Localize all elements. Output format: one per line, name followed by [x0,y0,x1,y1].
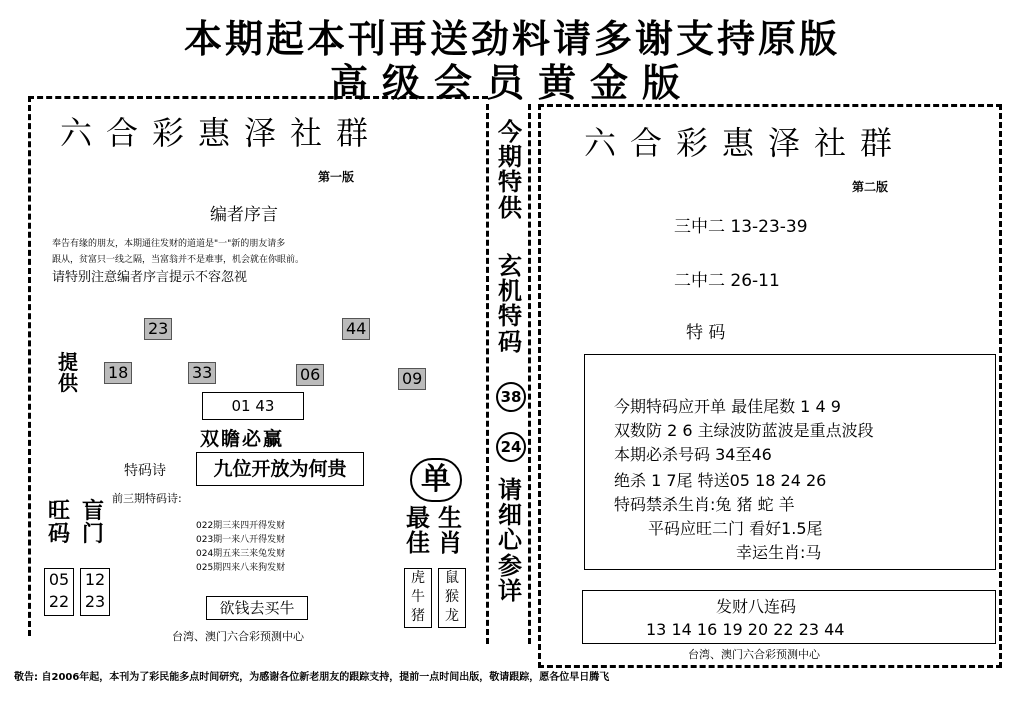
mang-nums [80,568,110,616]
left-group-name: 六合彩惠泽社群 [60,114,383,152]
history-item: 022期三来四开得发财 [196,521,286,531]
number-box: 18 [104,362,132,384]
left-center-name: 台湾、澳门六合彩预测中心 [172,630,304,643]
mang-num: 12 [84,570,106,589]
buy-slogan: 欲钱去买牛 [206,596,308,620]
number-box: 09 [398,368,426,390]
preface-notice: 请特别注意编者序言提示不容忽视 [52,270,248,285]
header-line1: 本期起本刊再送劲料请多谢支持原版 [183,16,840,61]
zodiac-b-text: 鼠猴龙 [445,570,459,624]
poem-box: 九位开放为何贵 [196,452,364,486]
prediction-line: 本期必杀号码 34至46 [614,445,772,464]
lianma-numbers: 13 14 16 19 20 22 23 44 [646,620,845,639]
mang-num: 23 [84,592,106,611]
history-item: 025期四来八来狗发财 [196,563,286,573]
left-panel-border [28,96,34,636]
mystic-number: 24 [496,432,526,462]
detail-note: 请细心参详 [498,476,522,605]
zodiac-label: 生肖 [438,504,462,558]
zodiac-b [438,568,466,628]
prediction-line: 幸运生肖:马 [736,543,822,562]
zodiac-a-text: 虎牛猪 [411,570,425,624]
special-offer: 今期特供 [498,118,522,222]
zodiac-a [404,568,432,628]
preface-line2: 跟从，贫富只一线之隔，当富翁并不是难事，机会就在你眼前。 [52,255,305,265]
middle-divider-left [486,104,489,644]
wang-num: 22 [48,592,70,611]
middle-divider-right [528,104,531,644]
mystic-label: 玄机特码 [498,252,522,356]
te-ma-label: 特 码 [686,323,726,343]
number-box: 33 [188,362,216,384]
wang-nums [44,568,74,616]
prediction-line: 特码禁杀生肖:兔 猪 蛇 羊 [614,495,795,514]
lianma-title: 发财八连码 [716,597,797,616]
left-panel-border-top [28,96,488,99]
prediction-line: 双数防 2 6 主绿波防蓝波是重点波段 [614,421,874,440]
single-char: 单 [410,458,462,502]
footer-notice: 敬告: 自2006年起，本刊为了彩民能多点时间研究，为感谢各位新老朋友的跟踪支持，提前一点时间出版，敬请跟踪，愿各位早日腾飞 [14,672,610,683]
mystic-number: 38 [496,382,526,412]
prediction-line: 绝杀 1 7尾 特送05 18 24 26 [614,471,827,490]
san-zhong-er: 三中二 13-23-39 [674,217,808,237]
history-item: 023期一来八开得发财 [196,535,286,545]
history-item: 024期五来三来兔发财 [196,549,286,559]
preface-line1: 奉告有缘的朋友，本期通往发财的道道是"一"新的朋友请多 [52,239,286,249]
right-edition: 第二版 [852,180,889,194]
poem-label: 特码诗 [124,463,166,479]
wang-num: 05 [48,570,70,589]
right-center-name: 台湾、澳门六合彩预测中心 [688,648,820,661]
wang-ma-label: 旺码 [47,499,70,548]
slogan: 双瞻必赢 [200,428,285,450]
pair-box: 01 43 [202,392,304,420]
preface-title: 编者序言 [210,205,278,225]
number-box: 06 [296,364,324,386]
prediction-line: 平码应旺二门 看好1.5尾 [648,519,823,538]
prediction-line: 今期特码应开单 最佳尾数 1 4 9 [614,397,841,416]
prev-poem-label: 前三期特码诗: [112,492,182,505]
right-group-name: 六合彩惠泽社群 [584,124,907,162]
left-edition: 第一版 [318,170,355,184]
header-line2: 高级会员黄金版 [329,60,694,105]
provide-label: 提供 [58,350,78,395]
number-box: 23 [144,318,172,340]
mang-men-label: 盲门 [81,499,104,548]
number-box: 44 [342,318,370,340]
er-zhong-er: 二中二 26-11 [674,271,780,291]
best-label: 最佳 [406,504,430,558]
